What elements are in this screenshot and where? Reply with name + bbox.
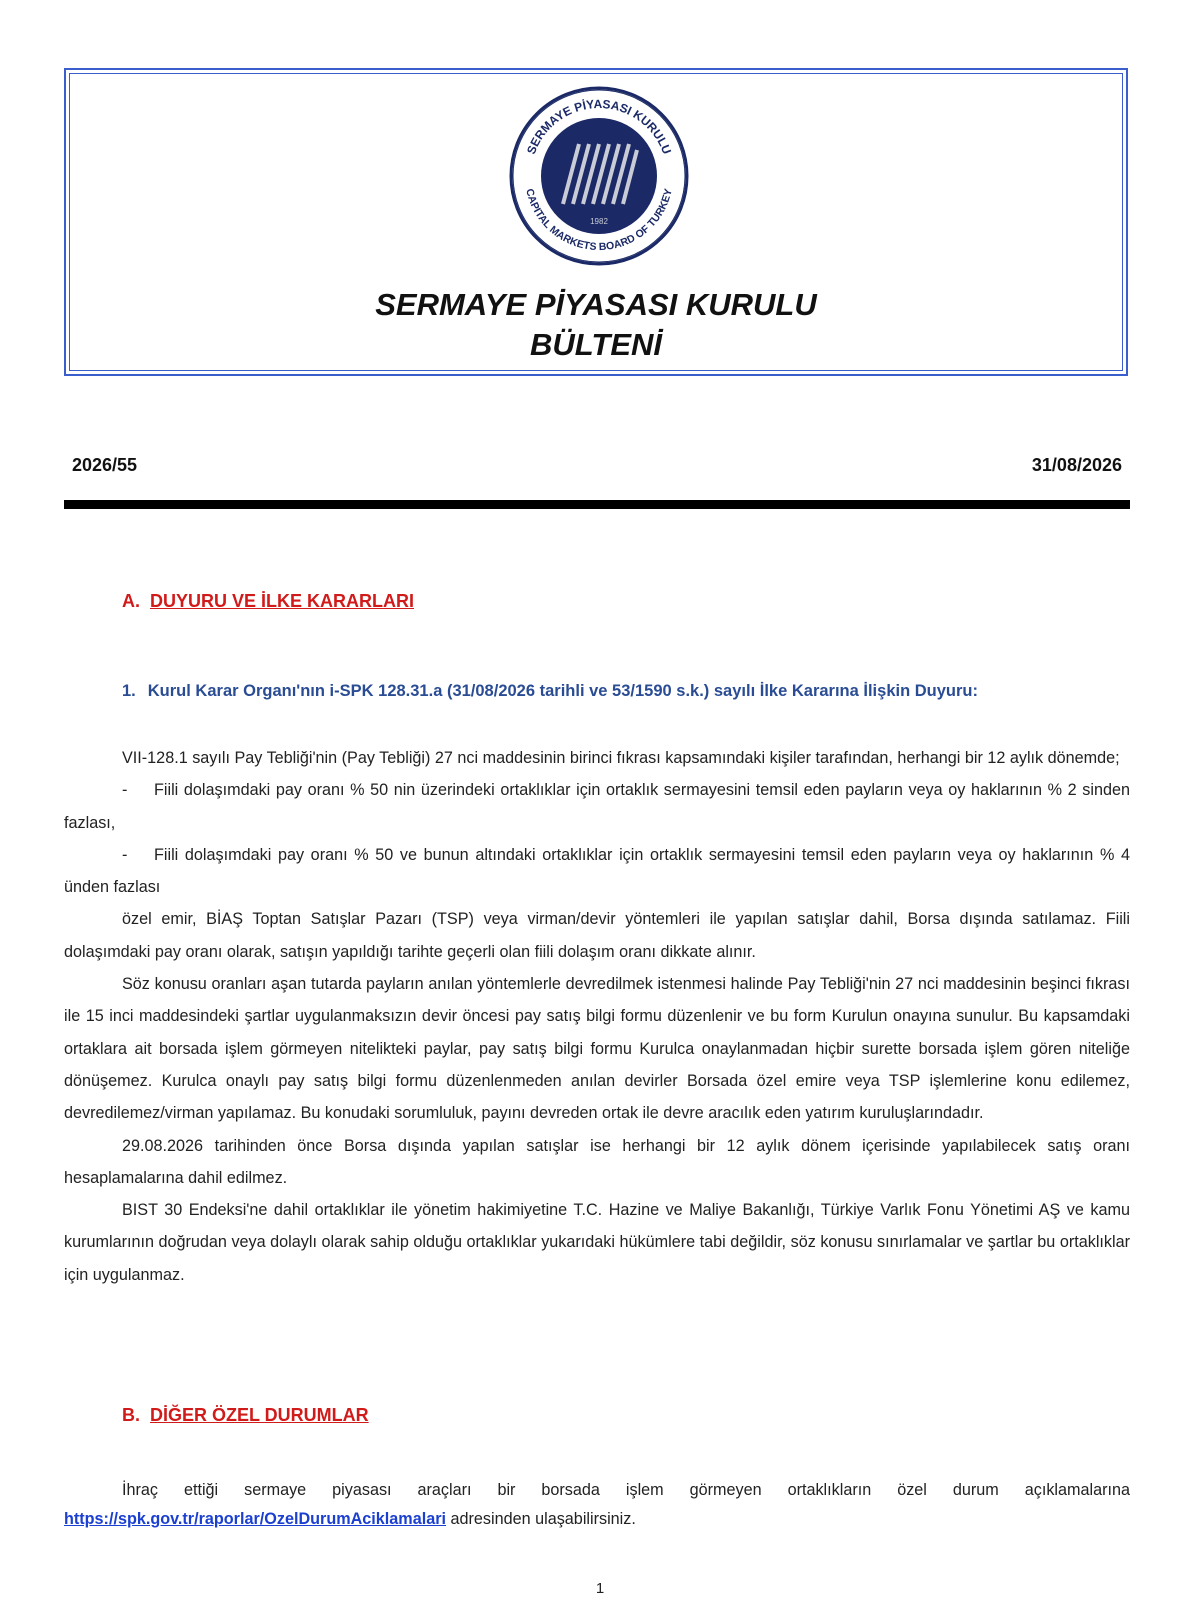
section-b-body (64, 1476, 1130, 1534)
paragraph-restriction: özel emir, BİAŞ Toptan Satışlar Pazarı (TSP) veya virman/devir yöntemleri ile yapılan satışlar dahil, Borsa dışında satılamaz. Fiili dolaşımdaki pay oranı olarak, satışın yapıldığı tarihte geçerli olan fiili dolaşım oranı dikkate alınır. (64, 910, 1130, 961)
issue-date: 31/08/2026 (1031, 455, 1122, 475)
paragraph-prior-sales: 29.08.2026 tarihinden önce Borsa dışında yapılan satışlar ise herhangi bir 12 aylık dönem içerisinde yapılabilecek satış oranı hesaplamalarına dahil edilmez. (64, 1136, 1130, 1187)
section-b-text-after: adresinden ulaşabilirsiniz. (450, 1510, 636, 1528)
section-a-heading (122, 591, 414, 612)
section-a-body (64, 742, 1130, 1291)
bullet-item-1 (64, 774, 1130, 839)
seal-ring-top-text: SERMAYE PİYASASI KURULU (523, 96, 675, 157)
seal-year: 1982 (590, 217, 608, 226)
ozel-durum-link[interactable]: https://spk.gov.tr/raporlar/OzelDurumAciklamalari (64, 1510, 447, 1528)
section-b-letter: B. (122, 1405, 140, 1425)
paragraph-transfer-conditions: Söz konusu oranları aşan tutarda payların anılan yöntemlerle devredilmek istenmesi halinde Pay Tebliği'nin 27 nci maddesinin beşinci fıkrası ile 15 inci maddesindeki şartlar uygulanmaksızın devir öncesi pay satış bilgi formu düzenlenir ve bu form Kurulun onayına sunulur. Bu kapsamdaki ortaklara ait borsada işlem görmeyen nitelikteki paylar, pay satış bilgi formu Kurulca onaylanmadan hiçbir surette borsada işlem gören niteliğe dönüşemez. Kurulca onaylı pay satış bilgi formu düzenlenmeden anılan devirler Borsada özel emire veya TSP işlemlerine konu edilemez, devredilemez/virman yapılamaz. Bu konudaki sorumluluk, payını devreden ortak ile devre aracılık eden yatırım kuruluşlarındadır. (64, 975, 1130, 1123)
bullet-item-1-text: Fiili dolaşımdaki pay oranı % 50 nin üzerindeki ortaklıklar için ortaklık sermayesini temsil eden payların veya oy haklarının % 2 sinden fazlası, (64, 781, 1130, 832)
bulletin-title (66, 285, 1126, 365)
item-1-number: 1. (122, 682, 136, 700)
bullet-dash: - (122, 781, 128, 800)
bullet-item-2 (64, 839, 1130, 904)
paragraph-intro: VII-128.1 sayılı Pay Tebliği'nin (Pay Tebliği) 27 nci maddesinin birinci fıkrası kapsamındaki kişiler tarafından, herhangi bir 12 aylık dönemde; (122, 749, 1120, 767)
header-divider (64, 500, 1130, 509)
issue-number: 2026/55 (72, 455, 138, 475)
seal-ring-bottom-text: CAPITAL MARKETS BOARD OF TURKEY (523, 187, 675, 254)
bullet-item-2-text: Fiili dolaşımdaki pay oranı % 50 ve bunun altındaki ortaklıklar için ortaklık sermayesini temsil eden payların veya oy haklarının % 4 ünden fazlası (64, 845, 1130, 897)
spk-seal-logo (507, 84, 691, 268)
bulletin-header-box (64, 68, 1128, 376)
section-b-text-before: İhraç ettiği sermaye piyasası araçları bir borsada işlem görmeyen ortaklıkların özel durum açıklamalarına (122, 1481, 1130, 1499)
bulletin-title-line2: BÜLTENİ (529, 327, 663, 362)
section-a-title: DUYURU VE İLKE KARARLARI (150, 591, 415, 611)
paragraph-exemptions: BIST 30 Endeksi'ne dahil ortaklıklar ile yönetim hakimiyetine T.C. Hazine ve Maliye Bakanlığı, Türkiye Varlık Fonu Yönetimi AŞ ve kamu kurumlarının doğrudan veya dolaylı olarak sahip olduğu ortaklıklar yukarıdaki hükümlere tabi değildir, söz konusu sınırlamalar ve şartlar bu ortaklıklar için uygulanmaz. (64, 1201, 1130, 1284)
section-b-paragraph (64, 1476, 1130, 1534)
section-a-letter: A. (122, 591, 140, 611)
section-b-heading (122, 1405, 369, 1426)
bulletin-title-line1: SERMAYE PİYASASI KURULU (375, 287, 817, 322)
page-number: 1 (595, 1580, 605, 1597)
item-1-heading (122, 682, 978, 701)
item-1-title: Kurul Karar Organı'nın i-SPK 128.31.a (31/08/2026 tarihli ve 53/1590 s.k.) sayılı İlke Kararına İlişkin Duyuru: (147, 682, 978, 700)
svg-text:CAPITAL MARKETS BOARD OF TURKE (523, 188, 674, 254)
bullet-dash: - (122, 845, 128, 864)
section-b-title: DİĞER ÖZEL DURUMLAR (150, 1405, 369, 1425)
svg-text:SERMAYE PİYASASI KURULU (524, 97, 674, 156)
